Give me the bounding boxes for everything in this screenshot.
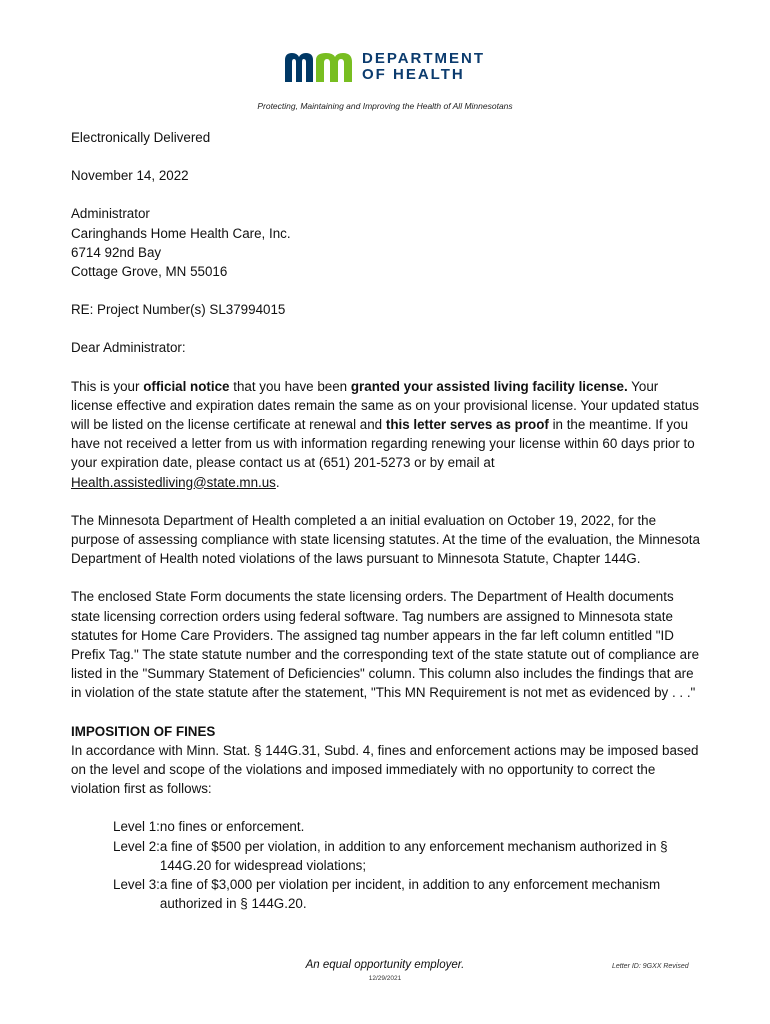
level-label: Level 2: bbox=[113, 838, 160, 854]
bold-text: granted your assisted living facility license. bbox=[350, 378, 628, 394]
logo-wordmark bbox=[362, 51, 485, 83]
level-text: no fines or enforcement. bbox=[159, 819, 305, 835]
level-label: Level 3: bbox=[113, 877, 160, 893]
fines-heading: IMPOSITION OF FINES bbox=[71, 723, 216, 739]
text-run: Your license effective and expiration dates remain the same as on your provisional license. Your updated status will be listed on the license certificate at renewal and bbox=[71, 378, 700, 433]
paragraph-evaluation: The Minnesota Department of Health completed a an initial evaluation on October 19, 2022, for the purpose of assessing compliance with state licensing statutes. At the time of the evaluation, the Minnesota Department of Health noted violations of the laws pursuant to Minnesota Statute, Chapter 144G. bbox=[71, 512, 700, 567]
level-text: a fine of $500 per violation, in addition to any enforcement mechanism authorized in § 144G.20 for widespread violations; bbox=[159, 838, 668, 873]
email-link[interactable]: Health.assistedliving@state.mn.us bbox=[71, 474, 276, 490]
delivery-method: Electronically Delivered bbox=[71, 130, 211, 145]
fines-intro: In accordance with Minn. Stat. § 144G.31, Subd. 4, fines and enforcement actions may be imposed based on the level and scope of the violations and imposed immediately with no opportunity to correct the violation first as follows: bbox=[71, 742, 699, 797]
tagline: Protecting, Maintaining and Improving the Health of All Minnesotans bbox=[257, 101, 513, 111]
text-run: . bbox=[275, 474, 280, 490]
address-line: Administrator bbox=[71, 206, 150, 222]
mn-logo-icon bbox=[283, 50, 355, 84]
letter-date: November 14, 2022 bbox=[71, 168, 189, 184]
re-line: RE: Project Number(s) SL37994015 bbox=[71, 302, 286, 318]
fine-levels bbox=[113, 817, 701, 913]
level-text: a fine of $3,000 per violation per incident, in addition to any enforcement mechanism authorized in § 144G.20. bbox=[159, 877, 661, 912]
footer-date: 12/29/2021 bbox=[368, 975, 402, 982]
fines-section bbox=[71, 722, 701, 799]
salutation: Dear Administrator: bbox=[71, 340, 186, 356]
address-line: Caringhands Home Health Care, Inc. bbox=[71, 225, 291, 241]
mdh-logo bbox=[283, 50, 493, 88]
bold-text: this letter serves as proof bbox=[385, 417, 549, 433]
recipient-address bbox=[71, 204, 701, 281]
letter-body bbox=[71, 128, 701, 914]
fine-level-item bbox=[113, 817, 701, 836]
address-line: 6714 92nd Bay bbox=[71, 244, 162, 260]
bold-text: official notice bbox=[143, 378, 230, 394]
text-run: in the meantime. If you have not received a letter from us with information regarding renewing your license within 60 days prior to your expiration date, please contact us at (651) 201-5273 or by email at bbox=[71, 417, 695, 471]
logo-line-2: OF HEALTH bbox=[362, 66, 465, 83]
logo-line-1: DEPARTMENT bbox=[362, 50, 486, 67]
text-run: that you have been bbox=[229, 378, 351, 394]
fine-level-item bbox=[113, 875, 701, 913]
footer-employer: An equal opportunity employer. bbox=[305, 959, 465, 971]
text-run: This is your bbox=[71, 378, 144, 394]
level-label: Level 1: bbox=[113, 819, 160, 835]
paragraph-official-notice bbox=[71, 377, 701, 492]
address-line: Cottage Grove, MN 55016 bbox=[71, 264, 228, 280]
paragraph-state-form: The enclosed State Form documents the state licensing orders. The Department of Health documents state licensing correction orders using federal software. Tag numbers are assigned to Minnesota state statutes for Home Care Providers. The assigned tag number appears in the far left column entitled "ID Prefix Tag." The state statute number and the corresponding text of the state statute out of compliance are listed in the "Summary Statement of Deficiencies" column. This column also includes the findings that are in violation of the state statute after the statement, "This MN Requirement is not met as evidenced by . . ." bbox=[71, 589, 700, 701]
letter-id: Letter ID: 9GXX Revised bbox=[612, 963, 689, 970]
fine-level-item bbox=[113, 837, 701, 875]
